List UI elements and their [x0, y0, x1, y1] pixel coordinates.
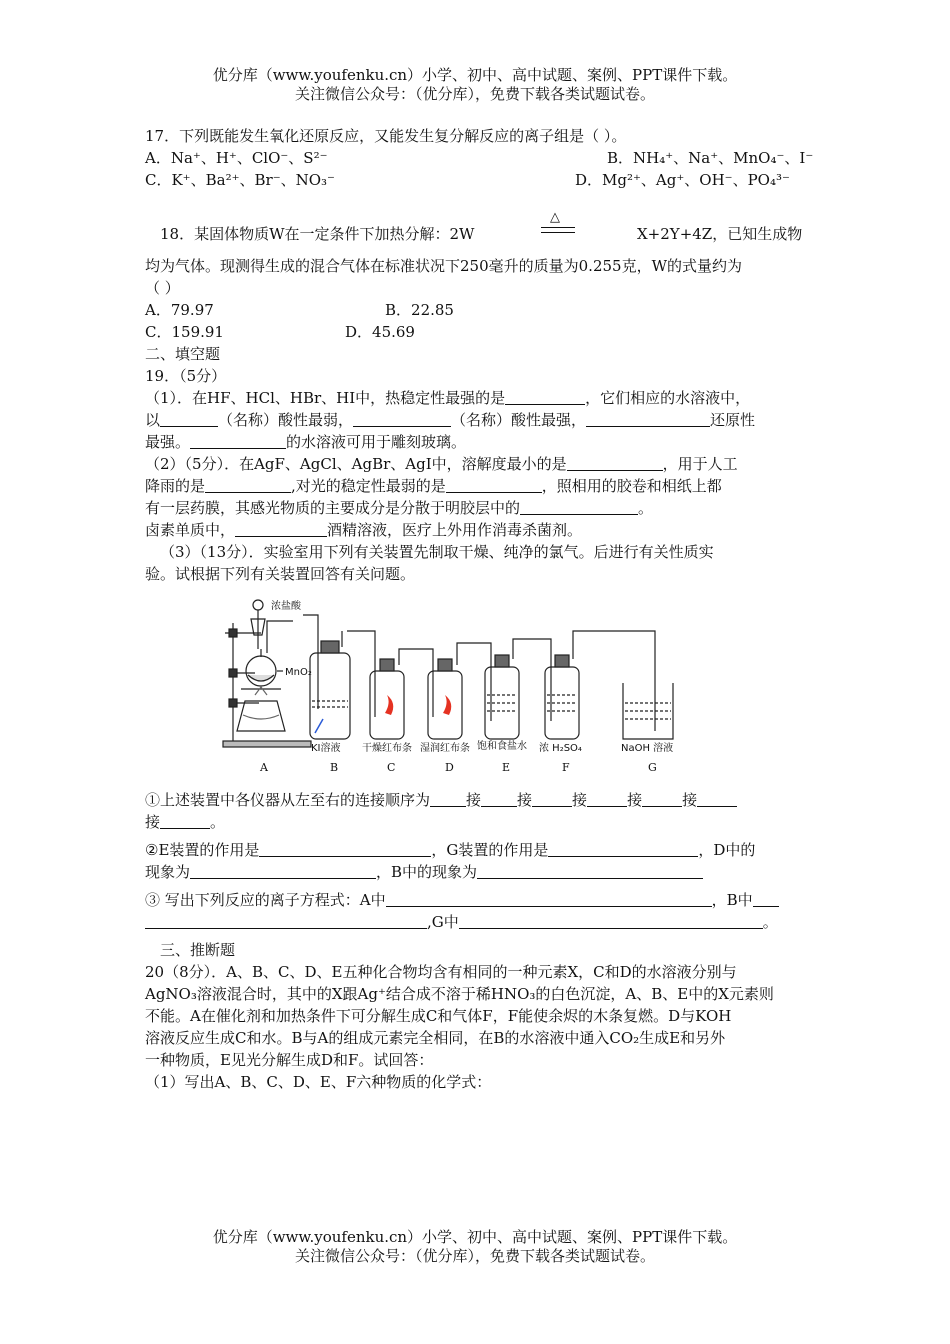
- label-wet-cloth: 湿润红布条: [420, 743, 470, 754]
- red-cloth-c-icon: [385, 695, 393, 715]
- blank-g-purpose[interactable]: [548, 841, 698, 857]
- exam-content: [145, 125, 814, 1093]
- q17-option-c: C．K⁺、Ba²⁺、Br⁻、NO₃⁻: [145, 171, 335, 189]
- apparatus-label-g: G: [648, 761, 657, 774]
- label-brine: 饱和食盐水: [477, 741, 527, 752]
- blank-order-5[interactable]: [642, 791, 682, 807]
- q18-stem: [145, 210, 810, 253]
- blank-order-2[interactable]: [481, 791, 517, 807]
- footer-line-1: 优分库（www.youfenku.cn）小学、初中、高中试题、案例、PPT课件下载。: [212, 1228, 738, 1246]
- label-mno2: MnO₂: [285, 667, 312, 678]
- blank-b-phenomenon[interactable]: [477, 863, 703, 879]
- label-ki-solution: KI溶液: [311, 743, 341, 754]
- apparatus-label-f: F: [562, 761, 570, 774]
- q19-1-line-2: 以 （名称）酸性最弱， （名称）酸性最强， 还原性: [145, 411, 756, 429]
- apparatus-label-e: E: [502, 761, 511, 774]
- apparatus-label-a: A: [260, 761, 268, 774]
- blank-e-purpose[interactable]: [259, 841, 431, 857]
- section-3-title: 三、推断题: [160, 941, 236, 959]
- blank-order-7[interactable]: [160, 813, 210, 829]
- q20-line-1: 20（8分）．A、B、C、D、E五种化合物均含有相同的一种元素X，C和D的水溶液分别与: [145, 963, 737, 981]
- q19-2-line-4: 卤素单质中， 酒精溶液，医疗上外用作消毒杀菌剂。: [145, 521, 583, 539]
- blank-least-light-stable[interactable]: [446, 477, 542, 493]
- q20-line-2: AgNO₃溶液混合时，其中的X跟Ag⁺结合成不溶于稀HNO₃的白色沉淀，A、B、E中的X元素则: [145, 985, 774, 1003]
- equals-line-top: [541, 227, 575, 228]
- blank-eq-a[interactable]: [386, 891, 712, 907]
- q19-2-line-1: （2）（5分）．在AgF、AgCl、AgBr、AgI中，溶解度最小的是 ，用于人工: [145, 455, 738, 473]
- blank-eq-b[interactable]: [145, 913, 427, 929]
- label-dry-cloth: 干燥红布条: [362, 743, 412, 754]
- header-line-2: 关注微信公众号：（优分库），免费下载各类试题试卷。: [294, 85, 655, 103]
- heat-triangle-icon: △: [550, 210, 560, 225]
- q18-option-b: B．22.85: [385, 301, 454, 319]
- label-conc-hcl: 浓盐酸: [271, 601, 301, 612]
- q20-line-3: 不能。A在催化剂和加热条件下可分解生成C和气体F，F能使余烬的木条复燃。D与KOH: [145, 1007, 732, 1025]
- q19-1-line-1: （1）．在HF、HCl、HBr、HI中，热稳定性最强的是 ，它们相应的水溶液中，: [145, 389, 751, 407]
- blank-strongest-reducer[interactable]: [586, 411, 710, 427]
- q19-3-item-1: ①上述装置中各仪器从左至右的连接顺序为 接 接 接 接 接: [145, 789, 810, 811]
- q19-title: 19．（5分）: [145, 367, 227, 385]
- q17-option-a: A．Na⁺、H⁺、ClO⁻、S²⁻: [145, 149, 328, 167]
- q19-2-line-2: 降雨的是 ,对光的稳定性最弱的是 ，照相用的胶卷和相纸上都: [145, 477, 722, 495]
- apparatus-label-d: D: [445, 761, 454, 774]
- blank-d-phenomenon[interactable]: [190, 863, 376, 879]
- q19-1-line-3: 最强。 的水溶液可用于雕刻玻璃。: [145, 433, 467, 451]
- q18-option-d: D．45.69: [345, 323, 415, 341]
- apparatus-figure: [145, 591, 810, 781]
- q19-3-item-1b: 接 。: [145, 813, 226, 831]
- blank-eq-b-start[interactable]: [753, 891, 779, 907]
- blank-strongest-acid[interactable]: [353, 411, 451, 427]
- q17-options-ab: [145, 147, 814, 169]
- blank-order-4[interactable]: [587, 791, 627, 807]
- q18-stem-left: 18．某固体物质W在一定条件下加热分解：2W: [160, 225, 475, 243]
- section-2-title: 二、填空题: [145, 345, 221, 363]
- q19-3-line-2: 验。试根据下列有关装置回答有关问题。: [145, 565, 416, 583]
- q17-option-d: D．Mg²⁺、Ag⁺、OH⁻、PO₄³⁻: [575, 171, 790, 189]
- apparatus-diagram: [215, 591, 735, 781]
- blank-order-1[interactable]: [430, 791, 466, 807]
- q19-3-item-3: ③ 写出下列反应的离子方程式：A中 ，B中: [145, 889, 810, 911]
- bottle-b: [310, 653, 350, 739]
- q17-option-b: B．NH₄⁺、Na⁺、MnO₄⁻、I⁻: [607, 149, 814, 167]
- blank-glass-etching[interactable]: [190, 433, 286, 449]
- stand-base: [223, 741, 311, 747]
- blank-most-stable[interactable]: [505, 389, 585, 405]
- blank-least-soluble[interactable]: [567, 455, 663, 471]
- label-naoh: NaOH 溶液: [621, 743, 674, 754]
- q18-stem-right: X+2Y+4Z，已知生成物: [637, 225, 803, 243]
- blank-order-6[interactable]: [697, 791, 737, 807]
- stopcock-icon: [253, 600, 263, 610]
- q19-3-line-1: （3）（13分）．实验室用下列有关装置先制取干燥、纯净的氯气。后进行有关性质实: [160, 543, 714, 561]
- page-header: [0, 66, 950, 104]
- blank-photosensitive[interactable]: [520, 499, 638, 515]
- page-footer: [0, 1228, 950, 1266]
- footer-line-2: 关注微信公众号：（优分库），免费下载各类试题试卷。: [294, 1247, 655, 1265]
- blank-rain-seeding[interactable]: [205, 477, 291, 493]
- blank-eq-g[interactable]: [459, 913, 763, 929]
- q18-line-3: （ ）: [145, 279, 180, 297]
- apparatus-letter-labels: [259, 761, 657, 774]
- q20-line-4: 溶液反应生成C和水。B与A的组成元素完全相同，在B的水溶液中通入CO₂生成E和另外: [145, 1029, 726, 1047]
- q18-options-ab: [145, 299, 810, 321]
- q17-stem: 17．下列既能发生氧化还原反应，又能发生复分解反应的离子组是（ ）。: [145, 127, 627, 145]
- apparatus-label-c: C: [387, 761, 396, 774]
- blank-order-3[interactable]: [532, 791, 572, 807]
- label-h2so4: 浓 H₂SO₄: [539, 743, 582, 754]
- q17-options-cd: [145, 169, 810, 191]
- q19-3-item-3b: ,G中 。: [145, 911, 810, 933]
- header-line-1: 优分库（www.youfenku.cn）小学、初中、高中试题、案例、PPT课件下载。: [212, 66, 738, 84]
- q18-option-a: A．79.97: [145, 301, 214, 319]
- equals-line-bottom: [541, 232, 575, 233]
- blank-disinfectant[interactable]: [235, 521, 327, 537]
- q18-option-c: C．159.91: [145, 323, 224, 341]
- q19-3-item-2: ②E装置的作用是 ，G装置的作用是 ，D中的: [145, 841, 756, 859]
- red-cloth-d-icon: [443, 695, 451, 715]
- q19-2-line-3: 有一层药膜，其感光物质的主要成分是分散于明胶层中的 。: [145, 499, 654, 517]
- q20-line-5: 一种物质，E见光分解生成D和F。试回答：: [145, 1051, 434, 1069]
- q20-line-6: （1）写出A、B、C、D、E、F六种物质的化学式：: [145, 1073, 492, 1091]
- blank-weakest-acid[interactable]: [160, 411, 218, 427]
- q18-line-2: 均为气体。现测得生成的混合气体在标准状况下250毫升的质量为0.255克，W的式量约为: [145, 257, 742, 275]
- apparatus-label-b: B: [330, 761, 339, 774]
- q18-options-cd: [145, 321, 810, 343]
- q19-3-item-2b: 现象为 ，B中的现象为: [145, 861, 810, 883]
